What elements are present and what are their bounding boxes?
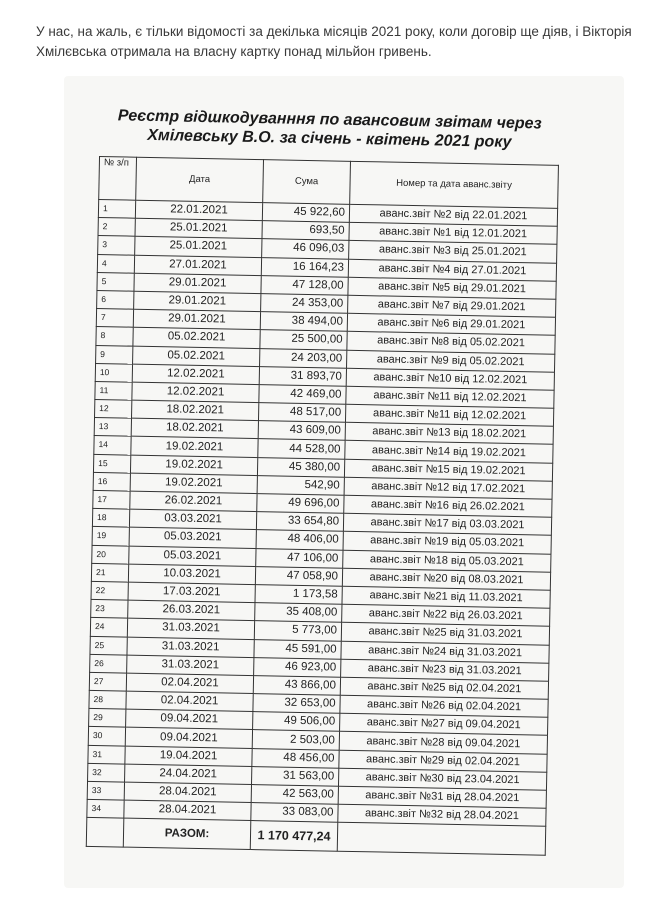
register-table [86,156,559,856]
row-date: 19.04.2021 [125,746,252,767]
row-date: 27.01.2021 [134,255,261,276]
row-date: 29.01.2021 [134,291,261,312]
row-report: аванс.звіт №13 від 18.02.2021 [345,423,553,445]
row-number: 21 [91,563,128,582]
document-scan-image [64,76,624,888]
row-sum: 35 408,00 [255,603,342,623]
row-sum: 693,50 [262,221,349,241]
row-sum: 42 563,00 [251,785,338,805]
row-date: 31.03.2021 [127,655,254,676]
row-number: 34 [87,800,124,819]
row-report: аванс.звіт №17 від 03.03.2021 [343,513,551,535]
row-number: 19 [92,527,129,546]
row-sum: 49 506,00 [253,712,340,732]
row-date: 31.03.2021 [127,618,254,639]
row-number: 33 [87,781,124,800]
row-report: аванс.звіт №12 від 17.02.2021 [344,477,552,499]
row-report: аванс.звіт №28 від 09.04.2021 [339,732,547,754]
row-sum: 33 083,00 [251,803,338,823]
row-number: 32 [88,763,125,782]
row-report: аванс.звіт №4 від 27.01.2021 [348,259,556,281]
row-report: аванс.звіт №14 від 19.02.2021 [345,441,553,463]
column-header-date: Дата [136,157,264,202]
total-empty-report-cell [337,823,546,856]
row-sum: 45 922,60 [262,203,349,223]
row-date: 26.02.2021 [130,491,257,512]
row-number: 30 [88,727,125,746]
row-report: аванс.звіт №25 від 02.04.2021 [340,677,548,699]
row-number: 24 [90,618,127,637]
row-date: 09.04.2021 [125,728,252,749]
row-sum: 45 380,00 [257,457,344,477]
row-date: 19.02.2021 [130,455,257,476]
row-number: 10 [95,363,132,382]
row-number: 27 [89,672,126,691]
row-date: 02.04.2021 [126,691,253,712]
row-report: аванс.звіт №18 від 05.03.2021 [343,550,551,572]
row-number: 13 [94,418,131,437]
column-header-sum: Сума [263,160,351,205]
row-date: 03.03.2021 [129,509,256,530]
row-report: аванс.звіт №22 від 26.03.2021 [342,604,550,626]
row-number: 2 [98,218,135,237]
row-report: аванс.звіт №11 від 12.02.2021 [345,404,553,426]
row-report: аванс.звіт №32 від 28.04.2021 [338,804,546,826]
row-sum: 24 353,00 [261,294,348,314]
row-report: аванс.звіт №31 від 28.04.2021 [338,786,546,808]
row-sum: 48 456,00 [252,748,339,768]
row-report: аванс.звіт №21 від 11.03.2021 [342,586,550,608]
row-report: аванс.звіт №25 від 31.03.2021 [341,623,549,645]
row-number: 11 [95,381,132,400]
row-sum: 33 654,80 [256,512,343,532]
row-sum: 46 096,03 [262,239,349,259]
row-sum: 49 696,00 [257,494,344,514]
row-sum: 32 653,00 [253,694,340,714]
total-empty-cell [86,818,124,848]
column-header-report: Номер та дата аванс.звіту [350,161,559,208]
row-date: 02.04.2021 [126,673,253,694]
row-number: 9 [96,345,133,364]
row-sum: 47 058,90 [255,566,342,586]
row-sum: 31 893,70 [259,366,346,386]
row-date: 28.04.2021 [124,800,251,821]
row-report: аванс.звіт №16 від 26.02.2021 [344,495,552,517]
row-number: 12 [95,400,132,419]
row-date: 22.01.2021 [135,200,262,221]
row-date: 10.03.2021 [128,564,255,585]
row-sum: 43 866,00 [253,675,340,695]
row-number: 20 [92,545,129,564]
row-date: 25.01.2021 [135,218,262,239]
row-sum: 42 469,00 [259,384,346,404]
row-report: аванс.звіт №26 від 02.04.2021 [340,695,548,717]
row-date: 18.02.2021 [131,418,258,439]
register-document [86,106,560,856]
row-date: 05.03.2021 [129,528,256,549]
row-date: 12.02.2021 [132,382,259,403]
row-number: 29 [89,709,126,728]
column-header-number: № з/п [99,157,137,201]
row-date: 17.03.2021 [128,582,255,603]
row-number: 23 [91,600,128,619]
row-sum: 45 591,00 [254,639,341,659]
row-report: аванс.звіт №27 від 09.04.2021 [340,713,548,735]
row-sum: 47 106,00 [256,548,343,568]
row-date: 28.04.2021 [124,782,251,803]
row-report: аванс.звіт №9 від 05.02.2021 [347,350,555,372]
row-number: 31 [88,745,125,764]
row-report: аванс.звіт №6 від 29.01.2021 [347,313,555,335]
row-number: 25 [90,636,127,655]
row-sum: 24 203,00 [260,348,347,368]
row-sum: 5 773,00 [254,621,341,641]
row-sum: 25 500,00 [260,330,347,350]
row-date: 25.01.2021 [135,237,262,258]
document-title-line1: Реєстр відшкодуванння по авансовим звітам через [117,107,542,133]
total-sum: 1 170 477,24 [250,821,338,852]
row-report: аванс.звіт №7 від 29.01.2021 [348,295,556,317]
row-number: 26 [90,654,127,673]
row-report: аванс.звіт №30 від 23.04.2021 [338,768,546,790]
row-date: 05.03.2021 [129,546,256,567]
row-number: 4 [97,254,134,273]
row-date: 24.04.2021 [125,764,252,785]
row-number: 5 [97,272,134,291]
row-date: 31.03.2021 [127,637,254,658]
row-date: 09.04.2021 [126,709,253,730]
row-sum: 48 406,00 [256,530,343,550]
row-report: аванс.звіт №29 від 02.04.2021 [339,750,547,772]
total-label: РАЗОМ: [123,818,251,849]
row-number: 3 [98,236,135,255]
row-sum: 47 128,00 [261,275,348,295]
row-date: 18.02.2021 [132,400,259,421]
intro-paragraph: У нас, на жаль, є тільки відомості за декілька місяців 2021 року, коли договір ще діяв, і Вікторія Хмілєвська отримала на власну картку понад мільйон гривень. [36,23,632,59]
row-number: 16 [93,472,130,491]
row-sum: 44 528,00 [258,439,345,459]
row-report: аванс.звіт №23 від 31.03.2021 [341,659,549,681]
row-number: 17 [93,490,130,509]
row-report: аванс.звіт №15 від 19.02.2021 [344,459,552,481]
row-sum: 46 923,00 [254,657,341,677]
row-number: 6 [97,290,134,309]
row-sum: 31 563,00 [252,766,339,786]
row-date: 19.02.2021 [130,473,257,494]
row-report: аванс.звіт №2 від 22.01.2021 [349,204,557,226]
document-title [99,106,560,153]
row-report: аванс.звіт №3 від 25.01.2021 [349,241,557,263]
row-number: 8 [96,327,133,346]
row-sum: 43 609,00 [258,421,345,441]
row-report: аванс.звіт №20 від 08.03.2021 [342,568,550,590]
row-number: 28 [89,690,126,709]
row-report: аванс.звіт №24 від 31.03.2021 [341,641,549,663]
row-date: 05.02.2021 [133,346,260,367]
row-report: аванс.звіт №1 від 12.01.2021 [349,222,557,244]
table-body [87,199,558,826]
row-number: 15 [93,454,130,473]
row-date: 05.02.2021 [133,327,260,348]
row-number: 14 [94,436,131,455]
row-date: 29.01.2021 [134,273,261,294]
row-date: 26.03.2021 [128,600,255,621]
row-number: 1 [98,199,135,218]
row-date: 12.02.2021 [132,364,259,385]
row-sum: 16 164,23 [261,257,348,277]
row-report: аванс.звіт №10 від 12.02.2021 [346,368,554,390]
row-report: аванс.звіт №8 від 05.02.2021 [347,332,555,354]
row-date: 19.02.2021 [131,437,258,458]
document-title-line2: Хмілевську В.О. за січень - квітень 2021 року [147,126,512,151]
row-sum: 542,90 [257,475,344,495]
row-number: 7 [96,309,133,328]
row-report: аванс.звіт №11 від 12.02.2021 [346,386,554,408]
row-number: 22 [91,581,128,600]
row-sum: 1 173,58 [255,585,342,605]
row-sum: 48 517,00 [258,403,345,423]
row-date: 29.01.2021 [133,309,260,330]
row-report: аванс.звіт №19 від 05.03.2021 [343,532,551,554]
row-number: 18 [92,509,129,528]
row-report: аванс.звіт №5 від 29.01.2021 [348,277,556,299]
row-sum: 2 503,00 [252,730,339,750]
row-sum: 38 494,00 [260,312,347,332]
